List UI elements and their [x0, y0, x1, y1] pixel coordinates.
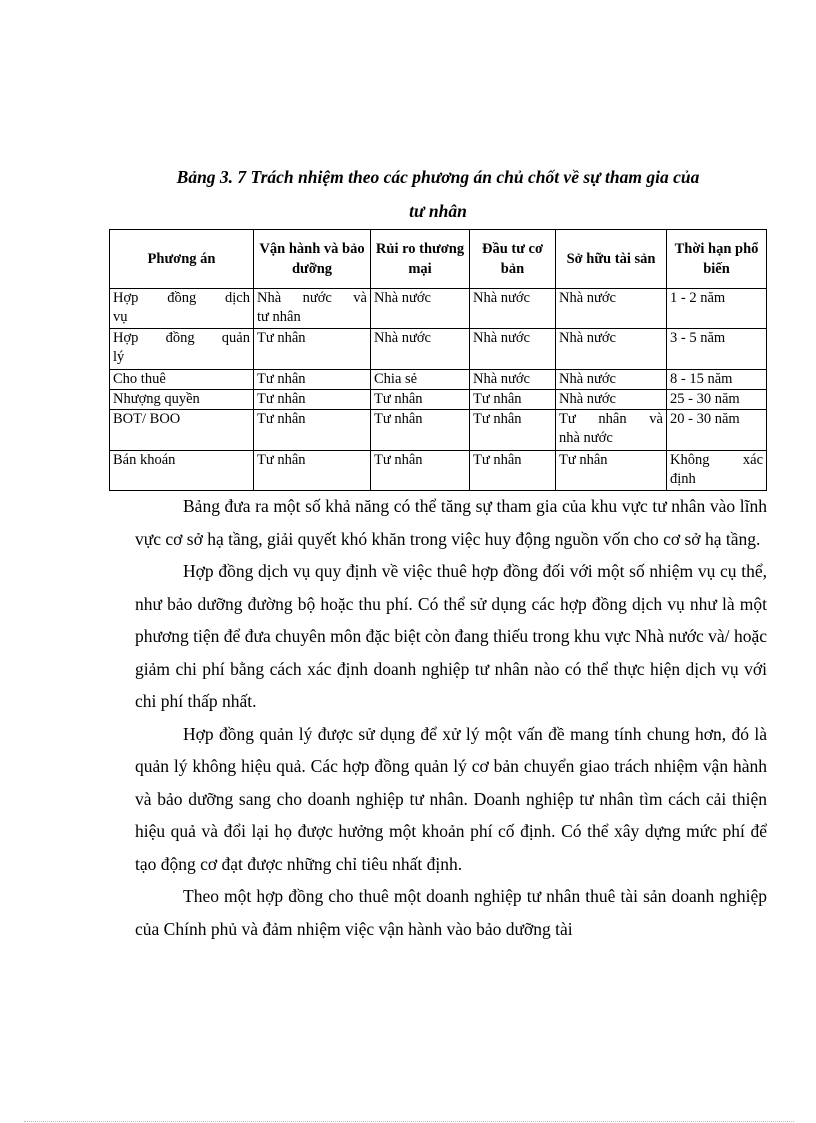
cell-thoi-han — [667, 289, 767, 329]
cell-phuong-an — [110, 329, 254, 370]
table-row — [110, 289, 767, 329]
cell-line: Không xác — [670, 452, 763, 468]
table-body — [110, 289, 767, 491]
table-row — [110, 390, 767, 410]
cell-line: Tư nhân — [257, 452, 306, 468]
cell-line: Nhà nước — [559, 391, 616, 407]
cell-line: Bán khoán — [113, 452, 176, 468]
header-thoi-han: Thời hạn phổ biến — [667, 230, 767, 289]
cell-line: Nhà nước — [473, 371, 530, 387]
cell-rui-ro — [371, 451, 470, 491]
cell-line: Tư nhân và — [559, 411, 663, 427]
table-row — [110, 410, 767, 451]
cell-phuong-an — [110, 390, 254, 410]
cell-line: Tư nhân — [257, 371, 306, 387]
cell-so-huu — [556, 390, 667, 410]
cell-rui-ro — [371, 329, 470, 370]
cell-line: Cho thuê — [113, 371, 166, 387]
paragraph: Theo một hợp đồng cho thuê một doanh nghiệp tư nhân thuê tài sản doanh nghiệp của Chính phủ và đảm nhiệm việc vận hành vào bảo dưỡng tài — [135, 886, 767, 939]
cell-line: Tư nhân — [473, 452, 522, 468]
cell-van-hanh — [254, 451, 371, 491]
cell-line: BOT/ BOO — [113, 411, 181, 427]
cell-line: Tư nhân — [374, 452, 423, 468]
cell-van-hanh — [254, 370, 371, 390]
cell-rui-ro — [371, 289, 470, 329]
cell-dau-tu — [470, 451, 556, 491]
table-header-row — [110, 230, 767, 289]
cell-phuong-an — [110, 289, 254, 329]
cell-so-huu — [556, 410, 667, 451]
paragraph: Bảng đưa ra một số khả năng có thể tăng sự tham gia của khu vực tư nhân vào lĩnh vực cơ sở hạ tầng, giải quyết khó khăn trong việc huy động nguồn vốn cho cơ sở hạ tầng. — [135, 496, 767, 549]
cell-line: 3 - 5 năm — [670, 330, 726, 346]
cell-line: Tư nhân — [257, 391, 306, 407]
cell-thoi-han — [667, 410, 767, 451]
cell-line: tư nhân — [257, 309, 301, 325]
cell-line: Hợp đồng quản — [113, 330, 250, 346]
cell-line: Nhà nước và — [257, 290, 367, 306]
cell-line: Tư nhân — [374, 411, 423, 427]
cell-van-hanh — [254, 390, 371, 410]
cell-line: Tư nhân — [374, 391, 423, 407]
responsibility-table — [109, 229, 767, 491]
cell-phuong-an — [110, 451, 254, 491]
table-row — [110, 451, 767, 491]
cell-line: 20 - 30 năm — [670, 411, 740, 427]
cell-phuong-an — [110, 370, 254, 390]
cell-line: Nhà nước — [559, 371, 616, 387]
cell-line: Tư nhân — [473, 411, 522, 427]
cell-so-huu — [556, 370, 667, 390]
header-rui-ro: Rủi ro thương mại — [371, 230, 470, 289]
cell-phuong-an — [110, 410, 254, 451]
body-text — [135, 490, 767, 945]
cell-line: nhà nước — [559, 430, 613, 446]
cell-line: 25 - 30 năm — [670, 391, 740, 407]
header-phuong-an: Phương án — [110, 230, 254, 289]
cell-line: Nhà nước — [473, 290, 530, 306]
table-caption — [110, 160, 766, 228]
cell-line: Nhượng quyền — [113, 391, 200, 407]
page-bottom-rule — [24, 1121, 794, 1122]
header-so-huu: Sở hữu tài sản — [556, 230, 667, 289]
cell-so-huu — [556, 329, 667, 370]
cell-thoi-han — [667, 329, 767, 370]
cell-line: Chia sẻ — [374, 371, 418, 387]
paragraph: Hợp đồng dịch vụ quy định về việc thuê hợp đồng đối với một số nhiệm vụ cụ thể, như bảo dưỡng đường bộ hoặc thu phí. Có thể sử dụng các hợp đồng dịch vụ như là một phương tiện để đưa chuyên môn đặc biệt còn đang thiếu trong khu vực Nhà nước và/ hoặc giảm chi phí bằng cách xác định doanh nghiệp tư nhân nào có thể thực hiện dịch vụ với chi phí thấp nhất. — [135, 561, 767, 711]
cell-thoi-han — [667, 451, 767, 491]
table-row — [110, 329, 767, 370]
cell-line: Tư nhân — [559, 452, 608, 468]
header-van-hanh: Vận hành và bảo dưỡng — [254, 230, 371, 289]
caption-line-1: Bảng 3. 7 Trách nhiệm theo các phương án chủ chốt về sự tham gia của — [176, 167, 700, 187]
cell-line: Nhà nước — [374, 290, 431, 306]
cell-so-huu — [556, 451, 667, 491]
cell-line: Hợp đồng dịch — [113, 290, 250, 306]
header-dau-tu: Đầu tư cơ bản — [470, 230, 556, 289]
paragraph: Hợp đồng quản lý được sử dụng để xử lý một vấn đề mang tính chung hơn, đó là quản lý không hiệu quả. Các hợp đồng quản lý cơ bản chuyển giao trách nhiệm vận hành và bảo dưỡng sang cho doanh nghiệp tư nhân. Doanh nghiệp tư nhân tìm cách cải thiện hiệu quả và đổi lại họ được hưởng một khoản phí cố định. Có thể xây dựng mức phí để tạo động cơ đạt được những chỉ tiêu nhất định. — [135, 723, 767, 874]
cell-line: định — [670, 471, 696, 487]
cell-rui-ro — [371, 390, 470, 410]
cell-line: Nhà nước — [559, 330, 616, 346]
cell-line: 8 - 15 năm — [670, 371, 733, 387]
cell-line: lý — [113, 349, 125, 365]
cell-dau-tu — [470, 289, 556, 329]
cell-dau-tu — [470, 370, 556, 390]
cell-van-hanh — [254, 410, 371, 451]
cell-line: vụ — [113, 309, 128, 325]
cell-dau-tu — [470, 410, 556, 451]
cell-van-hanh — [254, 329, 371, 370]
cell-line: Tư nhân — [257, 330, 306, 346]
cell-dau-tu — [470, 329, 556, 370]
cell-line: 1 - 2 năm — [670, 290, 726, 306]
cell-van-hanh — [254, 289, 371, 329]
table-row — [110, 370, 767, 390]
caption-line-2: tư nhân — [409, 201, 467, 221]
cell-dau-tu — [470, 390, 556, 410]
cell-line: Tư nhân — [473, 391, 522, 407]
cell-rui-ro — [371, 370, 470, 390]
cell-line: Nhà nước — [559, 290, 616, 306]
cell-line: Nhà nước — [374, 330, 431, 346]
cell-thoi-han — [667, 370, 767, 390]
cell-thoi-han — [667, 390, 767, 410]
cell-rui-ro — [371, 410, 470, 451]
cell-so-huu — [556, 289, 667, 329]
cell-line: Tư nhân — [257, 411, 306, 427]
cell-line: Nhà nước — [473, 330, 530, 346]
